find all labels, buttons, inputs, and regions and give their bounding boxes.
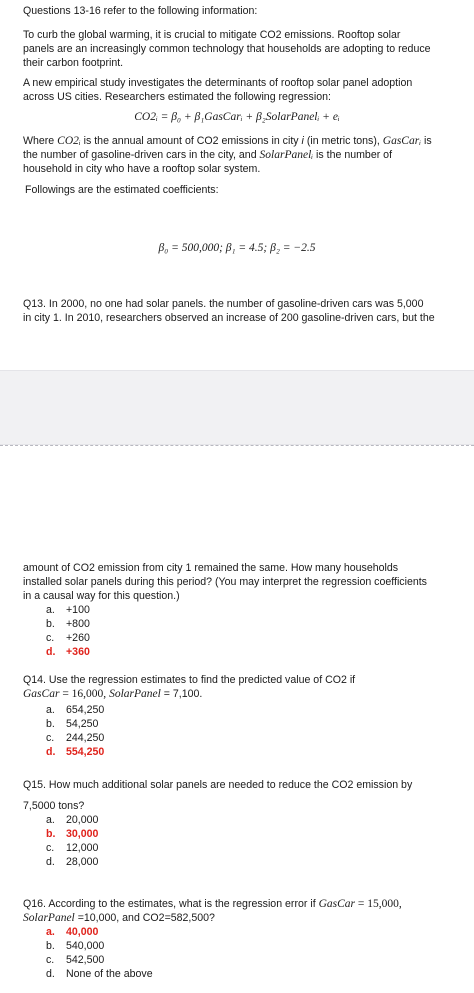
option-text: +800 <box>66 618 90 630</box>
option-letter: a. <box>46 814 55 826</box>
intro-paragraph-1-line: their carbon footprint. <box>23 57 124 69</box>
q13-option-d[interactable] <box>46 645 90 659</box>
q15-prompt-line: 7,5000 tons? <box>23 800 85 812</box>
intro-paragraph-2-line: across US cities. Researchers estimated the following regression: <box>23 91 331 103</box>
intro-paragraph-2-line: A new empirical study investigates the determinants of rooftop solar panel adoption <box>23 77 413 89</box>
q14-option-d[interactable] <box>46 745 104 759</box>
text-span: =10,000, and CO2=582,500? <box>74 912 215 924</box>
q13-prompt-line: installed solar panels during this period? (You may interpret the regression coefficients <box>23 576 427 588</box>
gascar-variable: GasCar <box>23 688 60 700</box>
option-letter: a. <box>46 704 55 716</box>
page-break-band <box>0 370 474 445</box>
option-text: 12,000 <box>66 842 99 854</box>
solarpanel-variable: SolarPanel <box>23 912 75 924</box>
option-letter: c. <box>46 732 55 744</box>
q15-option-c[interactable] <box>46 841 98 855</box>
text-span: is the annual amount of CO2 emissions in city <box>80 135 302 147</box>
option-letter: b. <box>46 940 55 952</box>
text-span: Q16. According to the estimates, what is the regression error if <box>23 898 319 910</box>
q13-option-b[interactable] <box>46 617 90 631</box>
solarpanel-variable: SolarPanel <box>109 688 161 700</box>
option-text: +100 <box>66 604 90 616</box>
option-letter: b. <box>46 828 56 840</box>
text-span: the number of gasoline-driven cars in the city, and <box>23 149 260 161</box>
intro-heading: Questions 13-16 refer to the following information: <box>23 5 258 17</box>
variable-definitions <box>23 134 453 176</box>
q16-option-d[interactable] <box>46 967 153 981</box>
q15-prompt-line: Q15. How much additional solar panels are needed to reduce the CO2 emission by <box>23 779 413 791</box>
intro-paragraph-2 <box>23 76 453 104</box>
q16-option-c[interactable] <box>46 953 104 967</box>
option-text: 654,250 <box>66 704 105 716</box>
option-text: 30,000 <box>66 828 99 840</box>
option-text: 244,250 <box>66 732 105 744</box>
text-span: is <box>421 135 432 147</box>
solarpanel-variable: SolarPanelᵢ <box>259 149 314 161</box>
coefficients-intro: Followings are the estimated coefficients: <box>25 184 219 196</box>
q13-option-c[interactable] <box>46 631 90 645</box>
option-letter: c. <box>46 842 55 854</box>
q15-option-b[interactable] <box>46 827 98 841</box>
q15-option-a[interactable] <box>46 813 98 827</box>
q16-prompt <box>23 897 453 925</box>
intro-paragraph-1 <box>23 28 453 70</box>
q14-prompt <box>23 673 453 701</box>
co2-variable: CO2ᵢ <box>57 135 81 147</box>
gascar-variable: GasCarᵢ <box>382 135 422 147</box>
option-letter: a. <box>46 604 55 616</box>
variable-definitions-line <box>23 134 453 148</box>
option-text: None of the above <box>66 968 153 980</box>
text-span: Where <box>23 135 58 147</box>
option-letter: a. <box>46 926 55 938</box>
regression-equation: CO2ᵢ = β₀ + β₁GasCarᵢ + β₂SolarPanelᵢ + eᵢ <box>134 111 340 123</box>
option-letter: d. <box>46 968 55 980</box>
text-span: (in metric tons), <box>303 135 383 147</box>
option-text: +260 <box>66 632 90 644</box>
q13-prompt-line: in city 1. In 2010, researchers observed an increase of 200 gasoline-driven cars, but the <box>23 312 435 324</box>
q14-prompt-line <box>23 687 453 701</box>
variable-definitions-line: household in city who have a rooftop solar system. <box>23 163 261 175</box>
option-text: 20,000 <box>66 814 99 826</box>
q13-prompt-line: amount of CO2 emission from city 1 remained the same. How many households <box>23 562 399 574</box>
q14-option-a[interactable] <box>46 703 104 717</box>
gascar-variable: GasCar <box>318 898 356 910</box>
text-span: = 16,000, <box>59 688 110 700</box>
text-span: = 15,000, <box>355 898 402 910</box>
q13-prompt-line: Q13. In 2000, no one had solar panels. the number of gasoline-driven cars was 5,000 <box>23 298 424 310</box>
q16-option-b[interactable] <box>46 939 104 953</box>
q14-option-c[interactable] <box>46 731 104 745</box>
option-text: 542,500 <box>66 954 105 966</box>
option-text: +360 <box>66 646 90 658</box>
page-break-line <box>0 445 474 446</box>
option-text: 54,250 <box>66 718 99 730</box>
option-text: 554,250 <box>66 746 105 758</box>
option-letter: d. <box>46 646 56 658</box>
q13-prompt-continued <box>23 561 453 603</box>
option-letter: d. <box>46 856 55 868</box>
option-text: 540,000 <box>66 940 105 952</box>
option-letter: c. <box>46 954 55 966</box>
option-text: 40,000 <box>66 926 99 938</box>
q15-option-d[interactable] <box>46 855 98 869</box>
city-index: i <box>301 135 304 147</box>
option-letter: b. <box>46 618 55 630</box>
option-letter: c. <box>46 632 55 644</box>
option-letter: d. <box>46 746 56 758</box>
option-letter: b. <box>46 718 55 730</box>
option-text: 28,000 <box>66 856 99 868</box>
q13-option-a[interactable] <box>46 603 90 617</box>
q14-option-b[interactable] <box>46 717 98 731</box>
text-span: = 7,100. <box>160 688 203 700</box>
q16-prompt-line <box>23 911 453 925</box>
q13-prompt <box>23 297 453 325</box>
q16-prompt-line <box>23 897 453 911</box>
q16-option-a[interactable] <box>46 925 98 939</box>
intro-paragraph-1-line: To curb the global warming, it is crucial to mitigate CO2 emissions. Rooftop solar <box>23 29 401 41</box>
q13-prompt-line: in a causal way for this question.) <box>23 590 180 602</box>
intro-paragraph-1-line: panels are an increasingly common technology that households are adopting to reduce <box>23 43 431 55</box>
variable-definitions-line <box>23 148 453 162</box>
text-span: is the number of <box>313 149 393 161</box>
coefficient-values: β₀ = 500,000; β₁ = 4.5; β₂ = −2.5 <box>158 242 316 254</box>
q15-prompt <box>23 778 453 813</box>
q14-prompt-line: Q14. Use the regression estimates to find the predicted value of CO2 if <box>23 674 356 686</box>
